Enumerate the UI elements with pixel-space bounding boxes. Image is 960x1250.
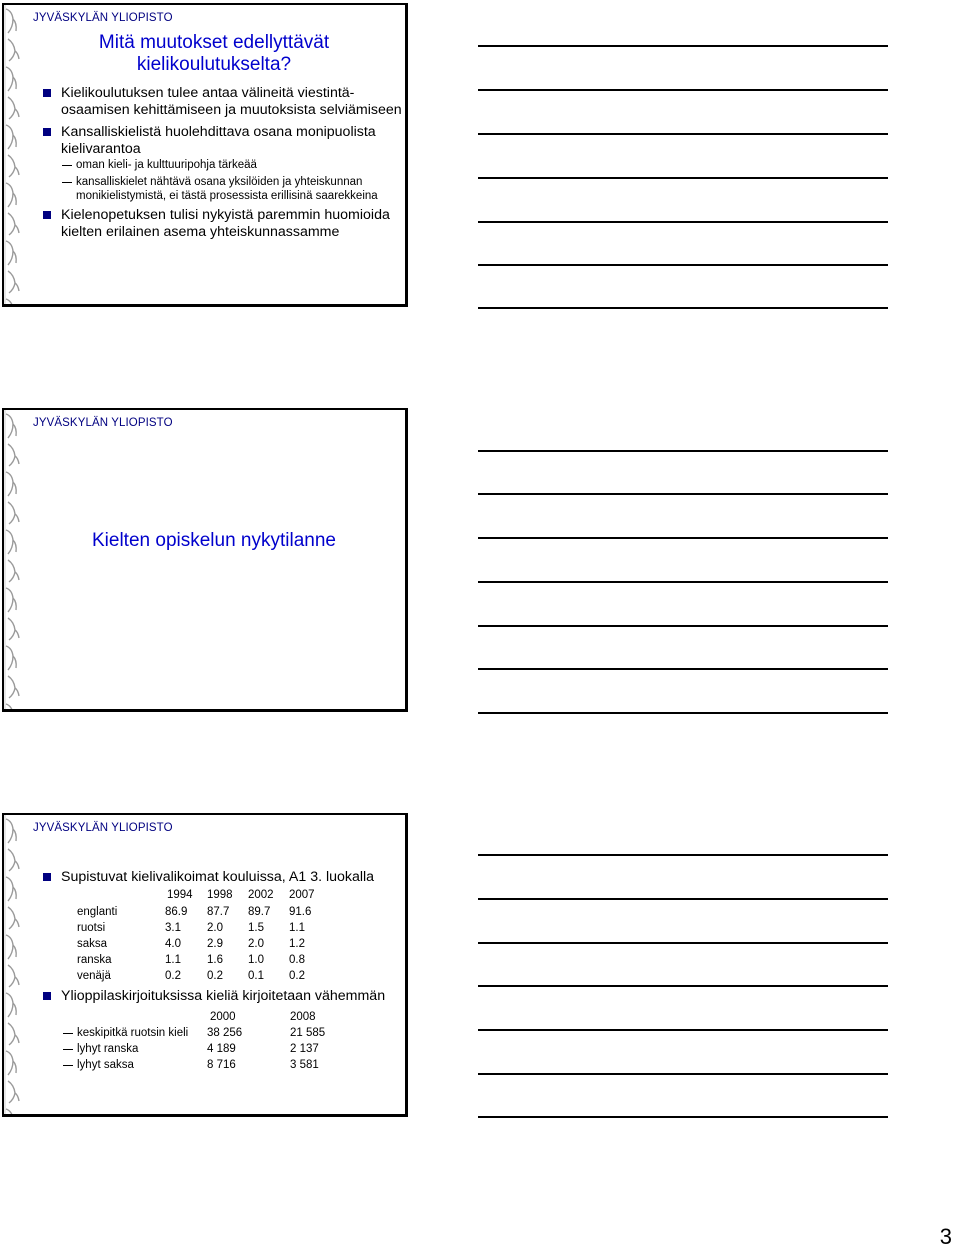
table1-row-label: venäjä	[77, 970, 111, 982]
notes-line	[478, 537, 888, 539]
table1-cell: 0.2	[165, 970, 181, 982]
bullet-text: Kansalliskielistä huolehdittava osana monipuolista	[61, 124, 376, 140]
table1-cell: 87.7	[207, 906, 230, 918]
notes-line	[478, 133, 888, 135]
dash-icon	[62, 182, 72, 183]
bullet-text: kielivarantoa	[61, 141, 141, 157]
table1-row-label: saksa	[77, 938, 108, 950]
notes-line	[478, 942, 888, 944]
table1-cell: 91.6	[289, 906, 312, 918]
slide-title	[44, 32, 384, 76]
notes-line	[478, 493, 888, 495]
table2-cell: 8 716	[207, 1059, 236, 1071]
table1-cell: 0.2	[207, 970, 223, 982]
bullet-square-icon	[43, 128, 51, 136]
table1-cell: 1.6	[207, 954, 223, 966]
notes-line	[478, 307, 888, 309]
table2-row-label: keskipitkä ruotsin kieli	[77, 1027, 189, 1039]
table2-row	[77, 1026, 188, 1040]
table1-row-label: ruotsi	[77, 922, 106, 934]
notes-line	[478, 898, 888, 900]
table1-cell: 1.1	[165, 954, 181, 966]
slide-title: Kielten opiskelun nykytilanne	[92, 530, 336, 551]
bullet-text: osaamisen kehittämiseen ja muutoksista selviämiseen	[61, 102, 402, 118]
slide-3	[2, 813, 408, 1117]
bullet-square-icon	[43, 873, 51, 881]
decorative-strip	[4, 815, 21, 1114]
dash-icon	[62, 165, 72, 166]
table1-cell: 86.9	[165, 906, 188, 918]
sub-bullet-1	[76, 158, 257, 172]
notes-line	[478, 1116, 888, 1118]
slide-2	[2, 408, 408, 712]
table2-row	[77, 1042, 138, 1056]
table2-row	[77, 1058, 134, 1072]
bullet-text: Supistuvat kielivalikoimat kouluissa, A1 3. luokalla	[61, 869, 375, 885]
table1-header: 1998	[207, 889, 233, 901]
table1-header: 2002	[248, 889, 274, 901]
slide-1	[2, 3, 408, 307]
dash-icon	[63, 1049, 73, 1050]
table1-cell: 0.1	[248, 970, 264, 982]
bullet-text: Kielikoulutuksen tulee antaa välineitä viestintä-	[61, 85, 355, 101]
sub-bullet-text: monikielistymistä, ei tästä prosessista erillisinä saarekkeina	[76, 190, 378, 202]
bullet-square-icon	[43, 992, 51, 1000]
notes-line	[478, 854, 888, 856]
org-name: JYVÄSKYLÄN YLIOPISTO	[33, 417, 173, 429]
table2-row-label: lyhyt saksa	[77, 1059, 134, 1071]
notes-line	[478, 625, 888, 627]
decorative-strip	[4, 5, 21, 304]
sub-bullet-text: kansalliskielet nähtävä osana yksilöiden ja yhteiskunnan	[76, 176, 363, 188]
table2-cell: 4 189	[207, 1043, 236, 1055]
table2-row-label: lyhyt ranska	[77, 1043, 139, 1055]
notes-line	[478, 264, 888, 266]
page-number: 3	[939, 1224, 952, 1249]
table1-header: 1994	[167, 889, 193, 901]
notes-line	[478, 712, 888, 714]
table1-cell: 1.5	[248, 922, 264, 934]
table2-cell: 21 585	[290, 1027, 326, 1039]
notes-line	[478, 45, 888, 47]
notes-line	[478, 177, 888, 179]
notes-line	[478, 221, 888, 223]
org-name: JYVÄSKYLÄN YLIOPISTO	[33, 822, 173, 834]
table1-header: 2007	[289, 889, 315, 901]
table2-cell: 2 137	[290, 1043, 319, 1055]
table2-header: 2008	[290, 1011, 316, 1023]
notes-line	[478, 1029, 888, 1031]
bullet-text: kielten erilainen asema yhteiskunnassamme	[61, 224, 340, 240]
table1-cell: 1.1	[289, 922, 305, 934]
notes-line	[478, 985, 888, 987]
decorative-strip	[4, 410, 21, 709]
notes-line	[478, 1073, 888, 1075]
title-line-2: kielikoulutukselta?	[136, 54, 292, 75]
table2-cell: 38 256	[207, 1027, 243, 1039]
table1-cell: 89.7	[248, 906, 271, 918]
table1-cell: 2.9	[207, 938, 223, 950]
table1-cell: 2.0	[207, 922, 223, 934]
bullet-1	[61, 869, 374, 886]
notes-line	[478, 581, 888, 583]
bullet-2	[61, 124, 376, 158]
org-name: JYVÄSKYLÄN YLIOPISTO	[33, 12, 173, 24]
bullet-square-icon	[43, 211, 51, 219]
sub-bullet-text: oman kieli- ja kulttuuripohja tärkeää	[76, 159, 257, 171]
bullet-2	[61, 988, 385, 1005]
bullet-square-icon	[43, 89, 51, 97]
bullet-1	[61, 85, 402, 119]
table1-cell: 0.8	[289, 954, 305, 966]
table1-cell: 1.0	[248, 954, 264, 966]
table1-cell: 2.0	[248, 938, 264, 950]
table1-cell: 0.2	[289, 970, 305, 982]
notes-line	[478, 450, 888, 452]
table2-header: 2000	[210, 1011, 236, 1023]
notes-line	[478, 668, 888, 670]
table1-cell: 3.1	[165, 922, 181, 934]
sub-bullet-2	[76, 175, 378, 203]
bullet-text: Kielenopetuksen tulisi nykyistä paremmin huomioida	[61, 207, 390, 223]
notes-line	[478, 89, 888, 91]
table1-cell: 4.0	[165, 938, 181, 950]
table1-row-label: ranska	[77, 954, 112, 966]
title-line-1: Mitä muutokset edellyttävät	[98, 32, 330, 53]
table1-row-label: englanti	[77, 906, 118, 918]
dash-icon	[63, 1033, 73, 1034]
bullet-3	[61, 207, 390, 241]
bullet-text: Ylioppilaskirjoituksissa kieliä kirjoitetaan vähemmän	[61, 988, 386, 1004]
table1-cell: 1.2	[289, 938, 305, 950]
table2-cell: 3 581	[290, 1059, 319, 1071]
dash-icon	[63, 1065, 73, 1066]
